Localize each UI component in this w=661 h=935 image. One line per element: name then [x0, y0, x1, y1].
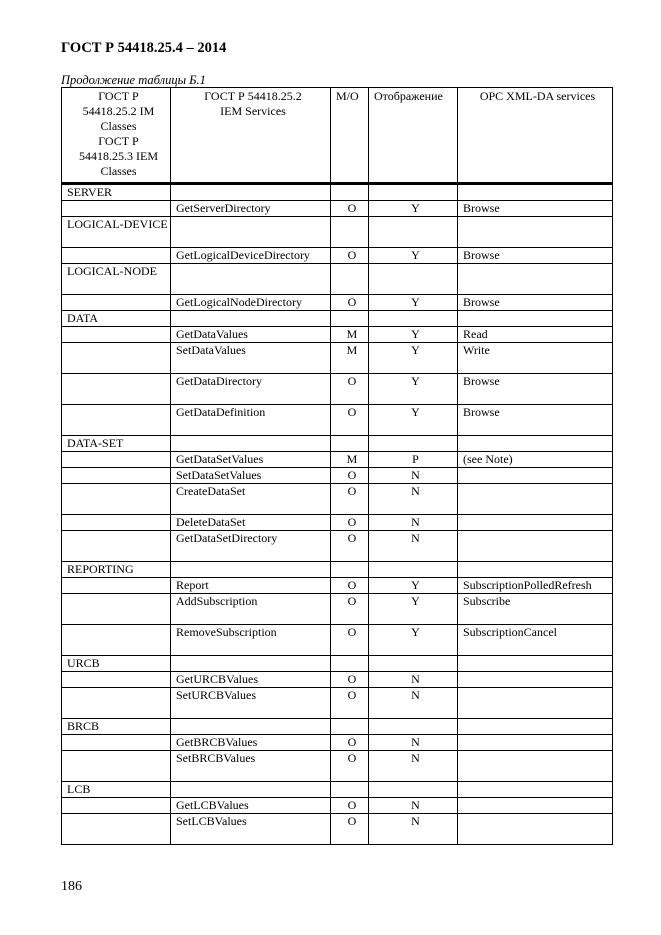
- table-row: [62, 562, 613, 578]
- class-cell: [62, 814, 171, 845]
- mo-cell: O: [331, 688, 369, 719]
- display-cell: Y: [369, 625, 458, 656]
- display-cell: N: [369, 672, 458, 688]
- table-row: [62, 594, 613, 625]
- class-cell: [62, 248, 171, 264]
- mo-cell: O: [331, 405, 369, 436]
- table-header-row: [62, 88, 613, 183]
- service-cell: GetDataSetValues: [171, 452, 331, 468]
- mo-cell: [331, 782, 369, 798]
- opc-cell: [458, 515, 613, 531]
- opc-cell: Browse: [458, 201, 613, 217]
- opc-cell: [458, 531, 613, 562]
- service-cell: GetDataDirectory: [171, 374, 331, 405]
- class-cell: [62, 374, 171, 405]
- display-cell: [369, 436, 458, 452]
- class-cell: [62, 672, 171, 688]
- service-cell: SetLCBValues: [171, 814, 331, 845]
- table-row: [62, 782, 613, 798]
- mo-cell: O: [331, 672, 369, 688]
- table-row: [62, 814, 613, 845]
- mo-cell: O: [331, 295, 369, 311]
- class-cell: [62, 625, 171, 656]
- mo-cell: O: [331, 735, 369, 751]
- mo-cell: O: [331, 798, 369, 814]
- mo-cell: [331, 656, 369, 672]
- table-row: [62, 578, 613, 594]
- opc-cell: [458, 719, 613, 735]
- display-cell: P: [369, 452, 458, 468]
- display-cell: [369, 264, 458, 295]
- mo-cell: [331, 311, 369, 327]
- table-row: [62, 531, 613, 562]
- opc-cell: [458, 782, 613, 798]
- service-cell: [171, 184, 331, 201]
- table-row: [62, 201, 613, 217]
- opc-cell: Browse: [458, 248, 613, 264]
- opc-cell: [458, 468, 613, 484]
- service-cell: [171, 436, 331, 452]
- header-im-classes: ГОСТ Р 54418.25.2 IM Classes ГОСТ Р 54418.25.3 IEM Classes: [62, 88, 171, 183]
- table-row: [62, 719, 613, 735]
- class-cell: LOGICAL-DEVICE: [62, 217, 171, 248]
- opc-cell: [458, 484, 613, 515]
- table-row: [62, 374, 613, 405]
- opc-cell: Write: [458, 343, 613, 374]
- page-number: 186: [61, 879, 82, 894]
- mo-cell: [331, 436, 369, 452]
- table-row: [62, 735, 613, 751]
- display-cell: Y: [369, 343, 458, 374]
- opc-cell: [458, 798, 613, 814]
- table-row: [62, 751, 613, 782]
- table-row: [62, 311, 613, 327]
- display-cell: Y: [369, 248, 458, 264]
- class-cell: [62, 578, 171, 594]
- service-cell: [171, 217, 331, 248]
- display-cell: N: [369, 515, 458, 531]
- service-cell: SetDataValues: [171, 343, 331, 374]
- service-cell: [171, 656, 331, 672]
- display-cell: N: [369, 468, 458, 484]
- opc-cell: Subscribe: [458, 594, 613, 625]
- opc-cell: [458, 311, 613, 327]
- service-cell: GetDataValues: [171, 327, 331, 343]
- table-row: [62, 343, 613, 374]
- service-cell: [171, 264, 331, 295]
- table-row: [62, 656, 613, 672]
- mo-cell: [331, 264, 369, 295]
- mo-cell: O: [331, 201, 369, 217]
- opc-cell: [458, 672, 613, 688]
- class-cell: DATA: [62, 311, 171, 327]
- mo-cell: [331, 719, 369, 735]
- mo-cell: O: [331, 594, 369, 625]
- opc-cell: SubscriptionCancel: [458, 625, 613, 656]
- display-cell: [369, 311, 458, 327]
- table-row: [62, 468, 613, 484]
- display-cell: N: [369, 531, 458, 562]
- table-row: [62, 672, 613, 688]
- header-iem-services: ГОСТ Р 54418.25.2 IEM Services: [171, 88, 331, 183]
- service-cell: SetBRCBValues: [171, 751, 331, 782]
- service-cell: GetServerDirectory: [171, 201, 331, 217]
- table-caption: Продолжение таблицы Б.1: [61, 73, 206, 87]
- mo-cell: [331, 562, 369, 578]
- class-cell: [62, 484, 171, 515]
- opc-cell: Browse: [458, 295, 613, 311]
- table-row: [62, 436, 613, 452]
- mo-cell: O: [331, 515, 369, 531]
- mo-cell: [331, 184, 369, 201]
- class-cell: SERVER: [62, 184, 171, 201]
- opc-cell: [458, 656, 613, 672]
- opc-cell: (see Note): [458, 452, 613, 468]
- table-row: [62, 452, 613, 468]
- mo-cell: O: [331, 374, 369, 405]
- header-opc-services: OPC XML-DA services: [458, 88, 613, 183]
- document-header: ГОСТ Р 54418.25.4 – 2014: [61, 40, 227, 56]
- service-cell: [171, 719, 331, 735]
- table-row: [62, 217, 613, 248]
- class-cell: [62, 798, 171, 814]
- class-cell: [62, 735, 171, 751]
- display-cell: N: [369, 484, 458, 515]
- display-cell: [369, 217, 458, 248]
- mo-cell: O: [331, 248, 369, 264]
- class-cell: [62, 201, 171, 217]
- class-cell: [62, 343, 171, 374]
- service-cell: CreateDataSet: [171, 484, 331, 515]
- class-cell: [62, 327, 171, 343]
- class-cell: URCB: [62, 656, 171, 672]
- class-cell: BRCB: [62, 719, 171, 735]
- display-cell: N: [369, 688, 458, 719]
- service-cell: [171, 311, 331, 327]
- opc-cell: [458, 751, 613, 782]
- table-row: [62, 798, 613, 814]
- table-row: [62, 264, 613, 295]
- service-cell: SetURCBValues: [171, 688, 331, 719]
- service-cell: GetDataSetDirectory: [171, 531, 331, 562]
- mo-cell: M: [331, 452, 369, 468]
- opc-cell: [458, 562, 613, 578]
- mo-cell: O: [331, 625, 369, 656]
- service-cell: [171, 782, 331, 798]
- mo-cell: O: [331, 468, 369, 484]
- service-cell: AddSubscription: [171, 594, 331, 625]
- table-row: [62, 688, 613, 719]
- service-cell: RemoveSubscription: [171, 625, 331, 656]
- display-cell: N: [369, 735, 458, 751]
- opc-cell: [458, 814, 613, 845]
- service-cell: SetDataSetValues: [171, 468, 331, 484]
- mo-cell: M: [331, 343, 369, 374]
- service-cell: GetDataDefinition: [171, 405, 331, 436]
- opc-cell: [458, 735, 613, 751]
- class-cell: [62, 751, 171, 782]
- service-cell: GetURCBValues: [171, 672, 331, 688]
- mo-cell: [331, 217, 369, 248]
- display-cell: N: [369, 798, 458, 814]
- table-body: [62, 184, 613, 845]
- class-cell: [62, 452, 171, 468]
- opc-cell: Browse: [458, 405, 613, 436]
- service-cell: GetLogicalNodeDirectory: [171, 295, 331, 311]
- display-cell: [369, 562, 458, 578]
- mo-cell: O: [331, 578, 369, 594]
- table-row: [62, 484, 613, 515]
- display-cell: Y: [369, 295, 458, 311]
- class-cell: [62, 531, 171, 562]
- class-cell: [62, 515, 171, 531]
- class-cell: DATA-SET: [62, 436, 171, 452]
- class-cell: [62, 295, 171, 311]
- display-cell: N: [369, 751, 458, 782]
- mo-cell: O: [331, 484, 369, 515]
- display-cell: Y: [369, 578, 458, 594]
- service-cell: Report: [171, 578, 331, 594]
- display-cell: [369, 184, 458, 201]
- display-cell: [369, 782, 458, 798]
- opc-cell: [458, 184, 613, 201]
- display-cell: [369, 656, 458, 672]
- class-cell: LOGICAL-NODE: [62, 264, 171, 295]
- mo-cell: O: [331, 751, 369, 782]
- service-cell: [171, 562, 331, 578]
- service-cell: GetLCBValues: [171, 798, 331, 814]
- class-cell: [62, 594, 171, 625]
- header-display: Отображение: [369, 88, 458, 183]
- table-row: [62, 625, 613, 656]
- table-row: [62, 515, 613, 531]
- table-row: [62, 184, 613, 201]
- service-cell: DeleteDataSet: [171, 515, 331, 531]
- opc-cell: SubscriptionPolledRefresh: [458, 578, 613, 594]
- mo-cell: M: [331, 327, 369, 343]
- class-cell: [62, 405, 171, 436]
- display-cell: Y: [369, 201, 458, 217]
- opc-cell: [458, 217, 613, 248]
- display-cell: [369, 719, 458, 735]
- display-cell: N: [369, 814, 458, 845]
- opc-cell: [458, 436, 613, 452]
- opc-cell: [458, 688, 613, 719]
- opc-cell: [458, 264, 613, 295]
- service-cell: GetBRCBValues: [171, 735, 331, 751]
- table-row: [62, 327, 613, 343]
- mo-cell: O: [331, 531, 369, 562]
- mapping-table: [61, 87, 613, 845]
- table-row: [62, 295, 613, 311]
- header-mo: M/O: [331, 88, 369, 183]
- display-cell: Y: [369, 374, 458, 405]
- mo-cell: O: [331, 814, 369, 845]
- class-cell: REPORTING: [62, 562, 171, 578]
- display-cell: Y: [369, 327, 458, 343]
- class-cell: [62, 688, 171, 719]
- opc-cell: Read: [458, 327, 613, 343]
- service-cell: GetLogicalDeviceDirectory: [171, 248, 331, 264]
- display-cell: Y: [369, 405, 458, 436]
- display-cell: Y: [369, 594, 458, 625]
- opc-cell: Browse: [458, 374, 613, 405]
- table-row: [62, 405, 613, 436]
- class-cell: LCB: [62, 782, 171, 798]
- table-row: [62, 248, 613, 264]
- class-cell: [62, 468, 171, 484]
